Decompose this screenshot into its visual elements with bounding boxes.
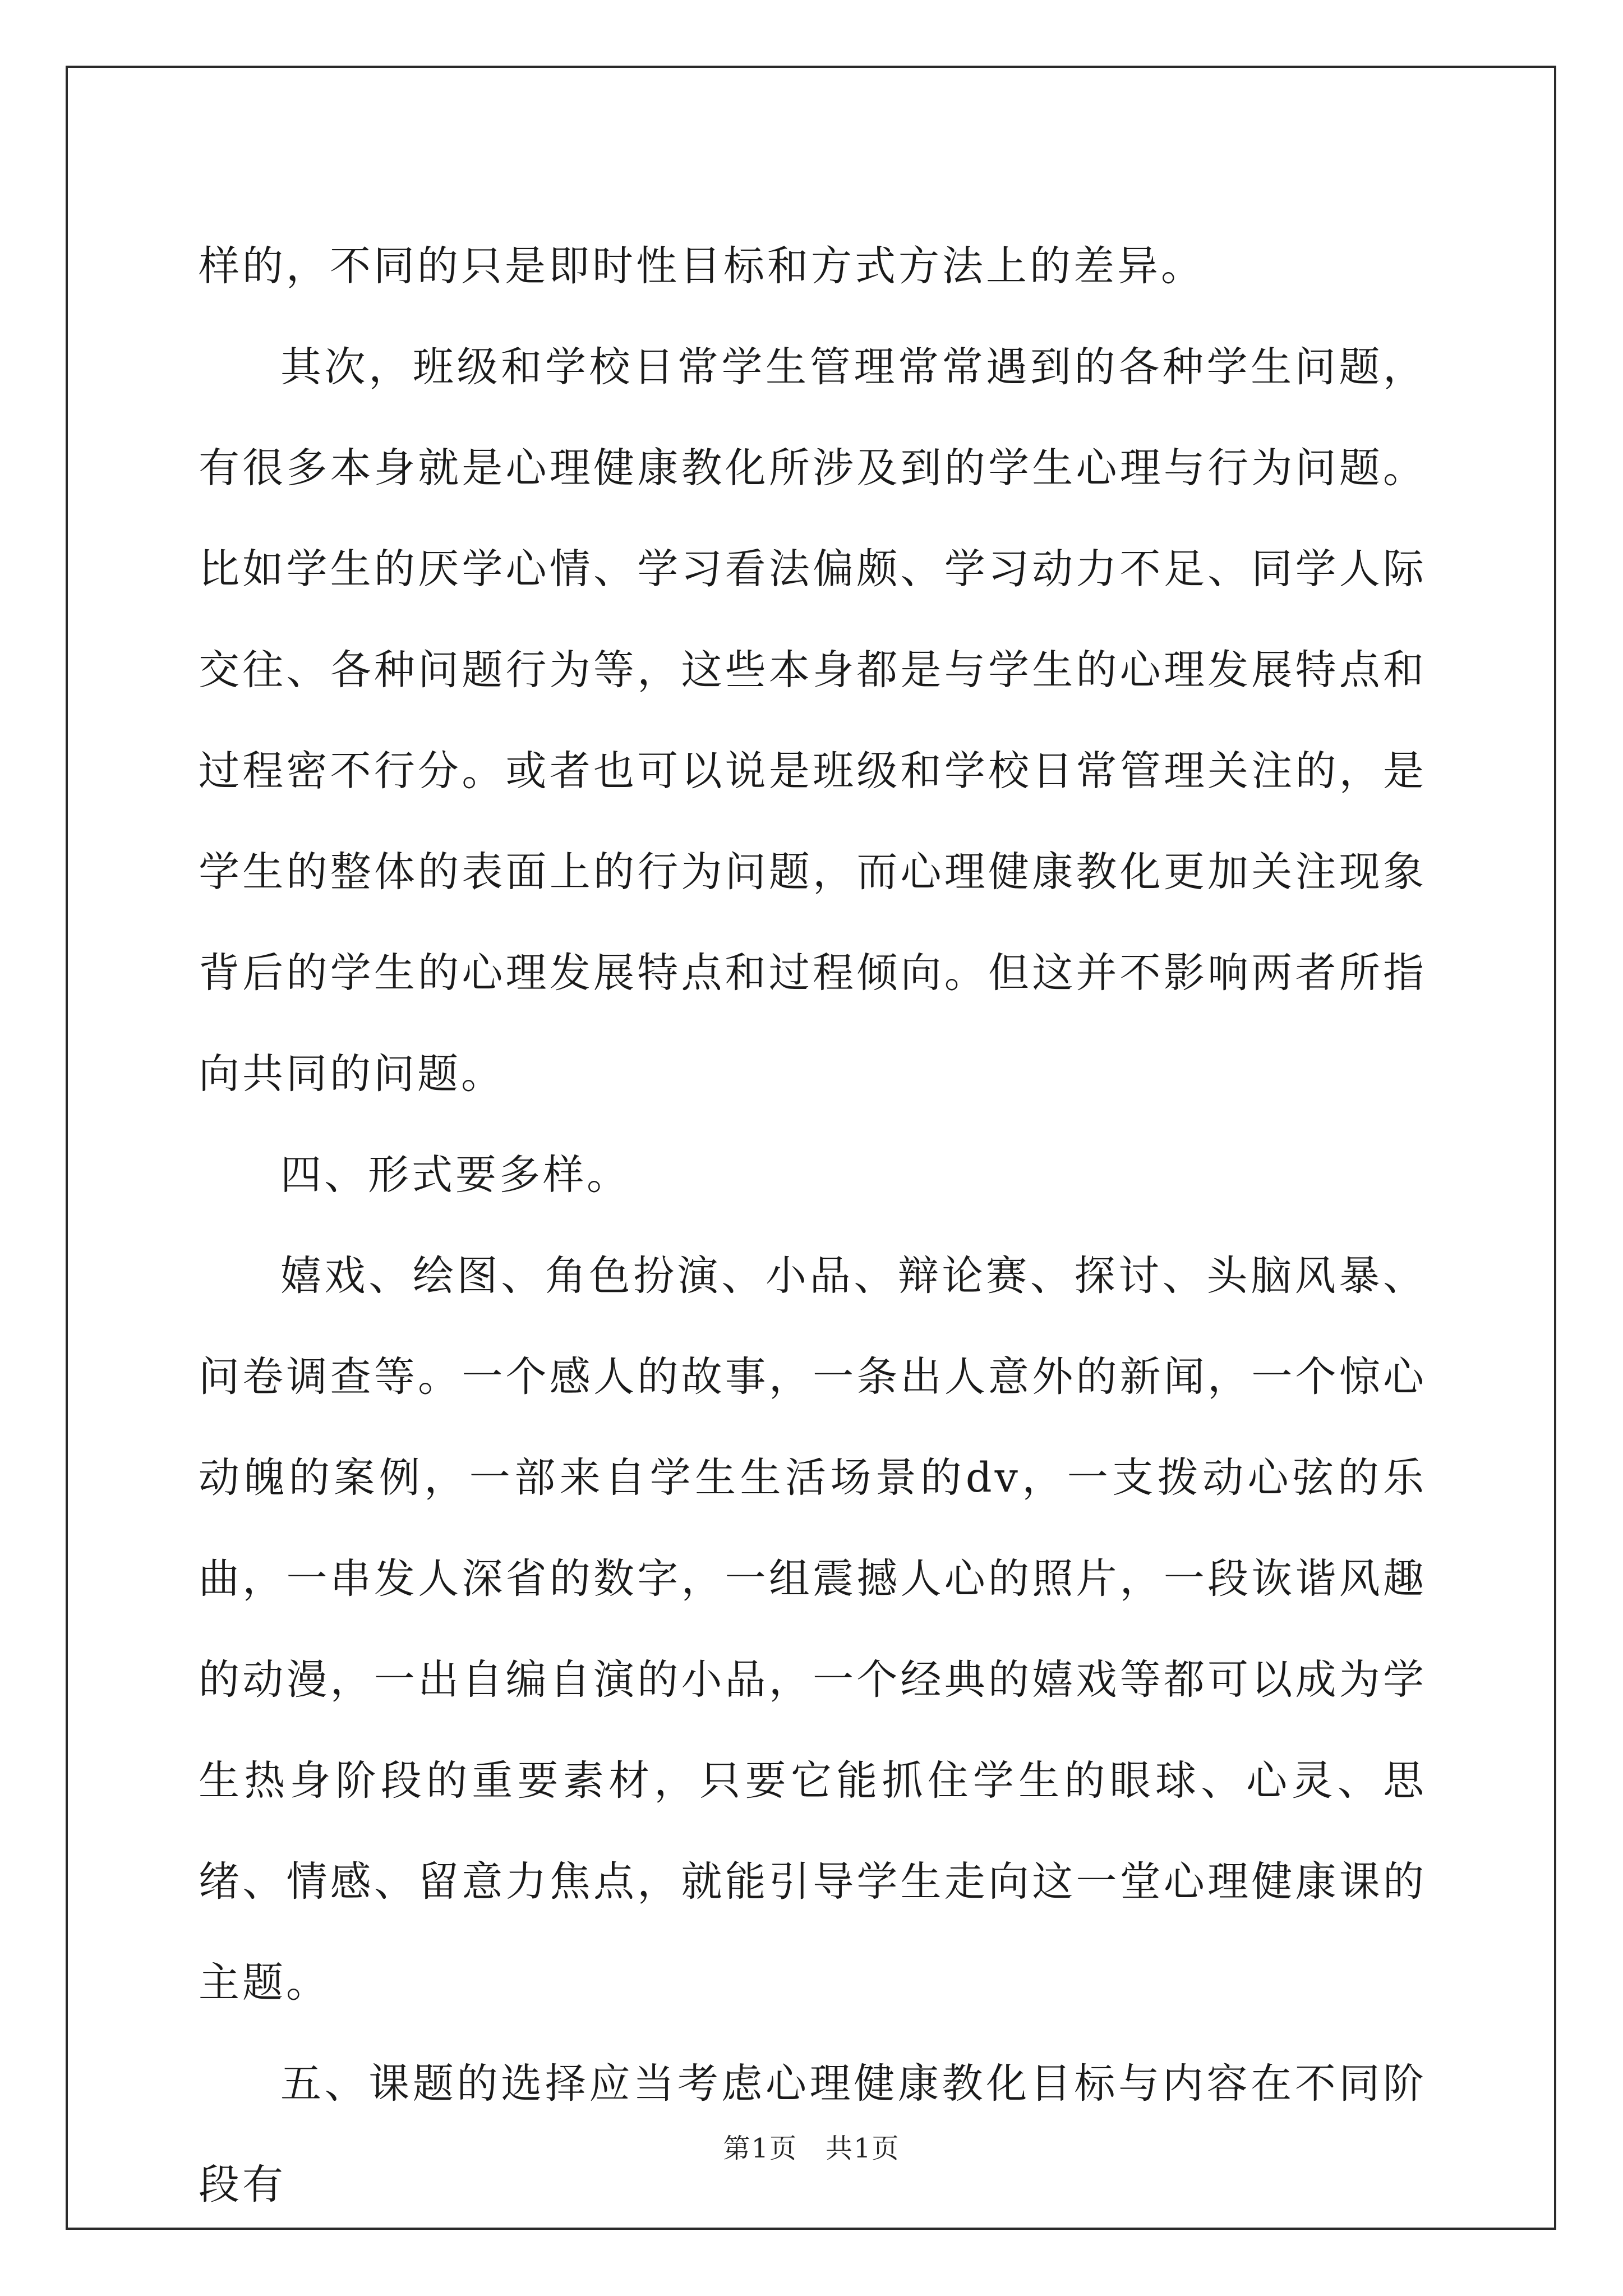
document-body — [199, 216, 1427, 2235]
paragraph: 样的，不同的只是即时性目标和方式方法上的差异。 — [199, 242, 1205, 290]
paragraph: 其次，班级和学校日常学生管理常常遇到的各种学生问题，有很多本身就是心理健康教化所涉及到的学生心理与行为问题。比如学生的厌学心情、学习看法偏颇、学习动力不足、同学人际交往、各种问题行为等，这些本身都是与学生的心理发展特点和过程密不行分。或者也可以说是班级和学校日常管理关注的，是学生的整体的表面上的行为问题，而心理健康教化更加关注现象背后的学生的心理发展特点和过程倾向。但这并不影响两者所指向共同的问题。 — [199, 343, 1427, 1098]
page-number-footer: 第1页 共1页 — [723, 2133, 900, 2164]
section-heading: 五、课题的选择应当考虑心理健康教化目标与内容在不同阶段有 — [199, 2060, 1427, 2208]
section-heading: 四、形式要多样。 — [280, 1151, 630, 1199]
paragraph: 嬉戏、绘图、角色扮演、小品、辩论赛、探讨、头脑风暴、问卷调查等。一个感人的故事，一条出人意外的新闻，一个惊心动魄的案例，一部来自学生生活场景的dv，一支拨动心弦的乐曲，一串发人深省的数字，一组震撼人心的照片，一段诙谐风趣的动漫，一出自编自演的小品，一个经典的嬉戏等都可以成为学生热身阶段的重要素材，只要它能抓住学生的眼球、心灵、思绪、情感、留意力焦点，就能引导学生走向这一堂心理健康课的主题。 — [199, 1252, 1427, 2007]
